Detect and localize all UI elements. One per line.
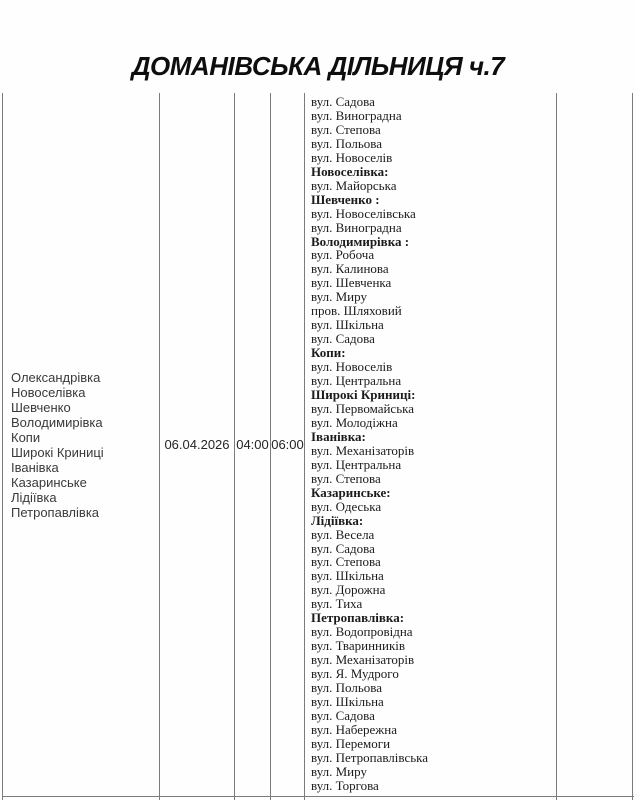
street-group-header: Копи: [311, 345, 346, 361]
settlement-item: Новоселівка [11, 384, 86, 400]
street-item: вул. Садова [311, 707, 375, 723]
street-group-header: Шевченко : [311, 191, 380, 207]
end-time: 06:00 [271, 437, 304, 452]
street-item: вул. Центральна [311, 456, 402, 472]
street-item: вул. Механізаторів [311, 442, 415, 458]
street-item: вул. Тваринників [311, 638, 406, 654]
street-item: вул. Дорожна [311, 582, 386, 598]
settlement-item: Шевченко [11, 399, 71, 415]
street-item: вул. Механізаторів [311, 652, 415, 668]
settlements-cell [3, 93, 160, 796]
street-item: вул. Новоселів [311, 149, 393, 165]
empty-cell [557, 93, 633, 796]
street-group-header: Володимирівка : [311, 233, 410, 249]
street-item: вул. Первомайська [311, 400, 415, 416]
street-group-header: Петропавлівка: [311, 610, 405, 626]
street-item: вул. Петропавлівська [311, 749, 429, 765]
street-item: вул. Новоселів [311, 359, 393, 375]
street-item: пров. Шляховий [311, 303, 402, 319]
settlement-item: Казаринське [11, 474, 87, 490]
street-item: вул. Польова [311, 135, 382, 151]
street-item: вул. Шевченка [311, 275, 392, 291]
street-item: вул. Молодіжна [311, 414, 398, 430]
settlement-item: Петропавлівка [11, 504, 100, 520]
street-item: вул. Садова [311, 331, 375, 347]
street-item: вул. Польова [311, 680, 382, 696]
street-item: вул. Торгова [311, 777, 379, 793]
street-item: вул. Степова [311, 121, 381, 137]
end-time-cell [271, 93, 305, 796]
table-row [2, 93, 634, 797]
street-item: вул. Миру [311, 289, 367, 305]
street-group-header: Новоселівка: [311, 163, 389, 179]
street-item: вул. Набережна [311, 721, 397, 737]
settlement-item: Іванівка [11, 459, 59, 475]
street-item: вул. Я. Мудрого [311, 666, 399, 682]
settlement-item: Копи [11, 429, 41, 445]
settlement-item: Володимирівка [11, 414, 103, 430]
page-title: ДОМАНІВСЬКА ДІЛЬНИЦЯ ч.7 [131, 51, 505, 81]
street-group-header: Лідіївка: [311, 512, 364, 528]
settlement-item: Широкі Криниці [11, 444, 104, 460]
street-group-header: Іванівка: [311, 428, 366, 444]
start-time-cell [235, 93, 271, 796]
streets-cell [305, 93, 557, 796]
street-item: вул. Шкільна [311, 693, 384, 709]
street-item: вул. Новоселівська [311, 205, 416, 221]
date-cell [160, 93, 235, 796]
outage-table [2, 93, 634, 800]
street-item: вул. Тиха [311, 596, 363, 612]
street-item: вул. Садова [311, 94, 375, 109]
settlement-item: Лідіївка [11, 489, 57, 505]
street-item: вул. Миру [311, 763, 367, 779]
street-item: вул. Робоча [311, 247, 375, 263]
street-group-header: Широкі Криниці: [311, 387, 416, 403]
street-item: вул. Водопровідна [311, 624, 413, 640]
street-item: вул. Шкільна [311, 568, 384, 584]
street-item: вул. Виноградна [311, 107, 402, 123]
street-item: вул. Перемоги [311, 735, 391, 751]
street-item: вул. Калинова [311, 261, 389, 277]
street-item: вул. Центральна [311, 373, 402, 389]
street-item: вул. Степова [311, 470, 381, 486]
street-item: вул. Одеська [311, 498, 382, 514]
street-group-header: Казаринське: [311, 484, 391, 500]
street-item: вул. Майорська [311, 177, 397, 193]
street-item: вул. Садова [311, 540, 375, 556]
street-item: вул. Весела [311, 526, 375, 542]
street-item: вул. Шкільна [311, 317, 384, 333]
outage-date: 06.04.2026 [164, 437, 230, 452]
settlement-item: Олександрівка [11, 369, 101, 385]
street-item: вул. Виноградна [311, 219, 402, 235]
street-item: вул. Степова [311, 554, 381, 570]
start-time: 04:00 [236, 437, 269, 452]
